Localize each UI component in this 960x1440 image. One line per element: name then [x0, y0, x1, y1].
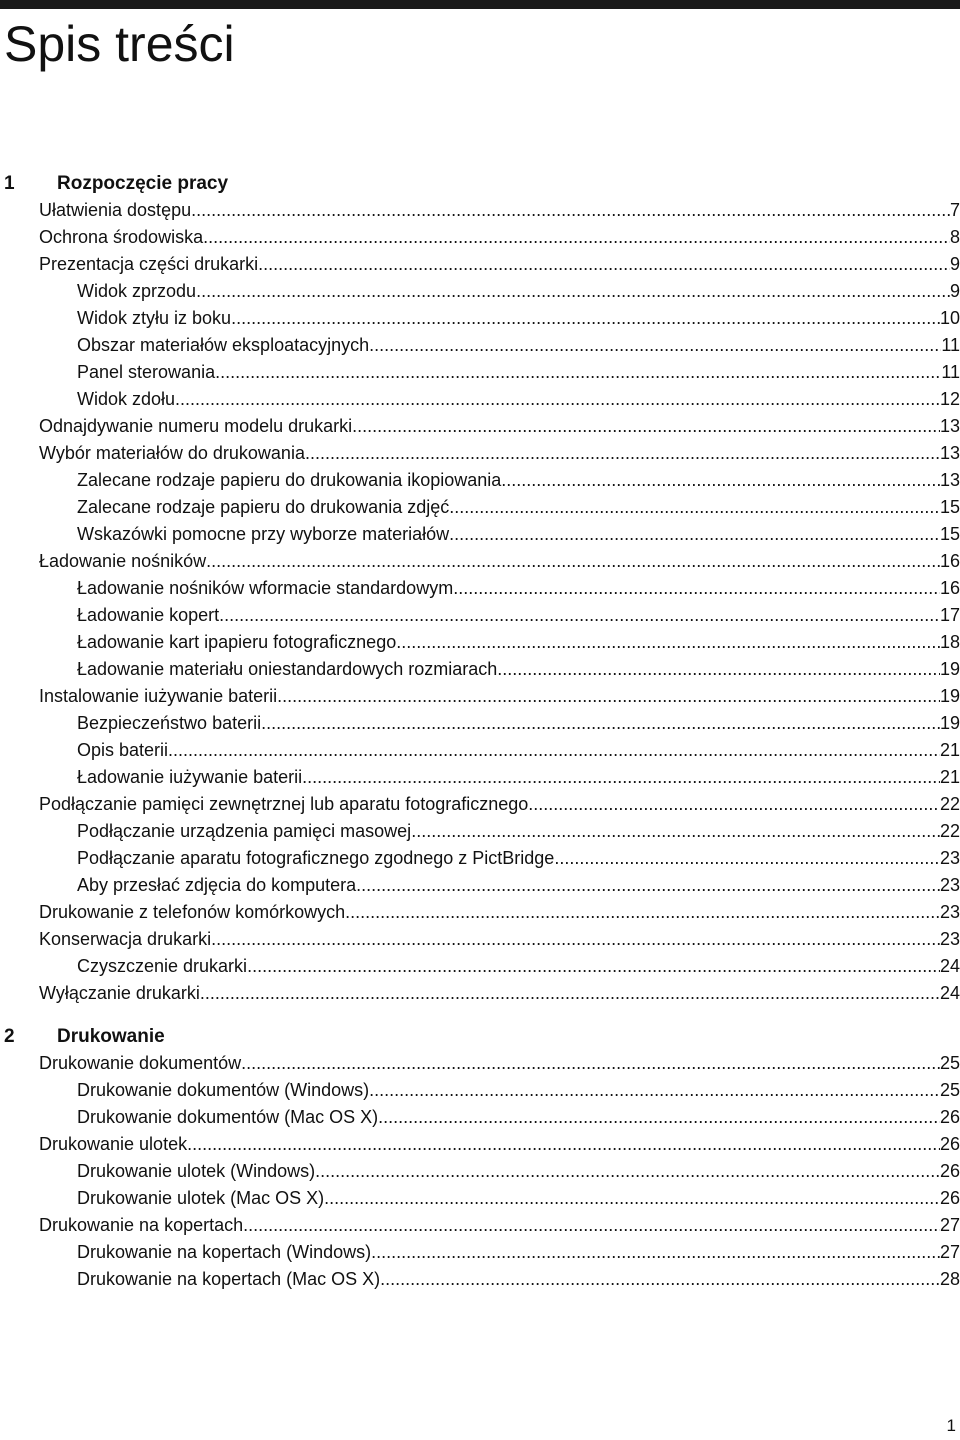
toc-entry-page: 13	[939, 443, 960, 463]
dot-leader	[231, 305, 940, 332]
dot-leader	[187, 1131, 940, 1158]
toc-entry-page: 17	[939, 605, 960, 625]
toc-entry-line	[77, 1185, 960, 1212]
toc-entry-label: Widok zprzodu	[77, 281, 197, 301]
dot-leader	[396, 629, 940, 656]
dot-leader	[261, 710, 940, 737]
toc-entry-line	[77, 521, 960, 548]
dot-leader	[206, 548, 940, 575]
toc-entry-page: 8	[949, 227, 960, 247]
toc-entry-line	[39, 251, 960, 278]
toc-subentry[interactable]	[0, 467, 960, 494]
dot-leader	[554, 845, 940, 872]
dot-leader	[411, 818, 940, 845]
toc-entry-label: Zalecane rodzaje papieru do drukowania ikopiowania	[77, 470, 502, 490]
toc-entry-label: Wybór materiałów do drukowania	[39, 443, 305, 463]
toc-entry-line	[39, 1050, 960, 1077]
toc-entry-page: 19	[939, 713, 960, 733]
toc-entry-page: 21	[939, 767, 960, 787]
table-of-contents	[0, 170, 960, 1293]
toc-entry[interactable]	[0, 926, 960, 953]
toc-subentry[interactable]	[0, 575, 960, 602]
toc-entry[interactable]	[0, 413, 960, 440]
toc-entry-line	[39, 899, 960, 926]
toc-entry-line	[39, 683, 960, 710]
toc-entry-label: Drukowanie ulotek	[39, 1134, 188, 1154]
toc-entry-label: Instalowanie iużywanie baterii	[39, 686, 278, 706]
toc-subentry[interactable]	[0, 1266, 960, 1293]
toc-entry[interactable]	[0, 197, 960, 224]
toc-entry-label: Panel sterowania	[77, 362, 216, 382]
toc-entry-label: Ładowanie kopert	[77, 605, 220, 625]
dot-leader	[501, 467, 940, 494]
dot-leader	[324, 1185, 940, 1212]
toc-entry-line	[77, 764, 960, 791]
toc-subentry[interactable]	[0, 818, 960, 845]
toc-entry-line	[77, 1158, 960, 1185]
toc-entry-line	[39, 224, 960, 251]
dot-leader	[196, 278, 950, 305]
toc-entry-label: Drukowanie ulotek (Windows)	[77, 1161, 316, 1181]
toc-subentry[interactable]	[0, 953, 960, 980]
page-number: 1	[946, 1416, 956, 1435]
toc-entry-label: Opis baterii	[77, 740, 169, 760]
dot-leader	[453, 575, 940, 602]
toc-entry-label: Ładowanie kart ipapieru fotograficznego	[77, 632, 397, 652]
toc-entry-page: 27	[939, 1215, 960, 1235]
toc-entry-page: 22	[939, 794, 960, 814]
dot-leader	[191, 197, 950, 224]
dot-leader	[378, 1104, 940, 1131]
toc-entry-line	[39, 791, 960, 818]
dot-leader	[175, 386, 940, 413]
toc-entry-label: Zalecane rodzaje papieru do drukowania zdjęć	[77, 497, 450, 517]
toc-entry-page: 13	[939, 416, 960, 436]
toc-entry[interactable]	[0, 1050, 960, 1077]
dot-leader	[241, 1050, 940, 1077]
toc-entry-label: Drukowanie na kopertach	[39, 1215, 244, 1235]
toc-entry-line	[39, 197, 960, 224]
toc-entry-page: 10	[939, 308, 960, 328]
dot-leader	[369, 332, 941, 359]
toc-entry-page: 15	[939, 524, 960, 544]
toc-entry-label: Drukowanie dokumentów (Mac OS X)	[77, 1107, 379, 1127]
toc-entry-page: 11	[941, 362, 960, 382]
toc-entry-page: 26	[939, 1188, 960, 1208]
toc-subentry[interactable]	[0, 710, 960, 737]
toc-entry-label: Drukowanie dokumentów (Windows)	[77, 1080, 370, 1100]
toc-entry-page: 23	[939, 902, 960, 922]
toc-entry-label: Ochrona środowiska	[39, 227, 204, 247]
toc-entry-line	[39, 440, 960, 467]
dot-leader	[302, 764, 940, 791]
toc-entry[interactable]	[0, 980, 960, 1007]
toc-entry-line	[39, 1212, 960, 1239]
dot-leader	[277, 683, 940, 710]
toc-entry-page: 9	[949, 254, 960, 274]
toc-entry-label: Wskazówki pomocne przy wyborze materiałów	[77, 524, 450, 544]
toc-entry-label: Wyłączanie drukarki	[39, 983, 200, 1003]
dot-leader	[243, 1212, 940, 1239]
toc-subentry[interactable]	[0, 764, 960, 791]
toc-entry-label: Ładowanie nośników	[39, 551, 207, 571]
toc-subentry[interactable]	[0, 656, 960, 683]
toc-entry[interactable]	[0, 899, 960, 926]
dot-leader	[356, 872, 940, 899]
toc-entry-line	[77, 575, 960, 602]
toc-subentry[interactable]	[0, 305, 960, 332]
toc-entry-page: 9	[949, 281, 960, 301]
dot-leader	[168, 737, 940, 764]
toc-entry-label: Podłączanie pamięci zewnętrznej lub aparatu fotograficznego	[39, 794, 529, 814]
toc-subentry[interactable]	[0, 332, 960, 359]
toc-subentry[interactable]	[0, 845, 960, 872]
toc-entry[interactable]	[0, 1212, 960, 1239]
dot-leader	[352, 413, 940, 440]
toc-entry-page: 11	[941, 335, 960, 355]
chapter-title: Drukowanie	[57, 1026, 165, 1047]
toc-entry-label: Ładowanie nośników wformacie standardowym	[77, 578, 454, 598]
toc-entry[interactable]	[0, 791, 960, 818]
toc-entry-line	[39, 980, 960, 1007]
dot-leader	[449, 521, 940, 548]
toc-entry-line	[77, 1239, 960, 1266]
toc-entry-line	[77, 953, 960, 980]
toc-entry-page: 23	[939, 875, 960, 895]
toc-entry-label: Widok zdołu	[77, 389, 176, 409]
toc-entry-label: Konserwacja drukarki	[39, 929, 212, 949]
toc-entry[interactable]	[0, 251, 960, 278]
dot-leader	[528, 791, 940, 818]
toc-entry-page: 16	[939, 578, 960, 598]
toc-entry-label: Bezpieczeństwo baterii	[77, 713, 262, 733]
toc-subentry[interactable]	[0, 1104, 960, 1131]
toc-entry-label: Ułatwienia dostępu	[39, 200, 192, 220]
dot-leader	[219, 602, 940, 629]
toc-entry-line	[77, 1077, 960, 1104]
toc-entry-label: Ładowanie iużywanie baterii	[77, 767, 303, 787]
toc-entry-line	[77, 845, 960, 872]
toc-entry-line	[39, 548, 960, 575]
top-rule	[0, 0, 960, 9]
dot-leader	[305, 440, 940, 467]
toc-entry-line	[77, 872, 960, 899]
toc-entry-line	[77, 1104, 960, 1131]
toc-entry-page: 24	[939, 983, 960, 1003]
toc-entry-line	[77, 359, 960, 386]
dot-leader	[258, 251, 950, 278]
toc-entry-label: Podłączanie aparatu fotograficznego zgodnego z PictBridge	[77, 848, 555, 868]
toc-entry-label: Drukowanie dokumentów	[39, 1053, 242, 1073]
dot-leader	[315, 1158, 940, 1185]
chapter-gap	[0, 1007, 960, 1023]
toc-entry-line	[77, 305, 960, 332]
toc-entry-page: 25	[939, 1080, 960, 1100]
toc-entry-line	[77, 494, 960, 521]
toc-entry-label: Ładowanie materiału oniestandardowych rozmiarach	[77, 659, 498, 679]
toc-entry-line	[77, 629, 960, 656]
toc-entry-page: 24	[939, 956, 960, 976]
toc-entry-label: Drukowanie na kopertach (Windows)	[77, 1242, 372, 1262]
toc-entry-page: 13	[939, 470, 960, 490]
toc-entry-line	[39, 1131, 960, 1158]
chapter-number: 2	[4, 1026, 15, 1047]
toc-entry-line	[77, 386, 960, 413]
toc-subentry[interactable]	[0, 359, 960, 386]
toc-entry-label: Widok ztyłu iz boku	[77, 308, 232, 328]
toc-entry-label: Podłączanie urządzenia pamięci masowej	[77, 821, 412, 841]
toc-subentry[interactable]	[0, 521, 960, 548]
toc-entry-label: Czyszczenie drukarki	[77, 956, 248, 976]
toc-subentry[interactable]	[0, 1158, 960, 1185]
toc-entry-page: 26	[939, 1134, 960, 1154]
toc-entry-line	[77, 278, 960, 305]
toc-subentry[interactable]	[0, 602, 960, 629]
toc-entry-label: Drukowanie z telefonów komórkowych	[39, 902, 346, 922]
toc-entry-label: Aby przesłać zdjęcia do komputera	[77, 875, 357, 895]
chapter-heading[interactable]	[0, 1023, 960, 1050]
toc-entry[interactable]	[0, 548, 960, 575]
toc-entry-line	[77, 1266, 960, 1293]
dot-leader	[200, 980, 940, 1007]
toc-entry-label: Drukowanie na kopertach (Mac OS X)	[77, 1269, 381, 1289]
toc-entry-line	[77, 332, 960, 359]
toc-subentry[interactable]	[0, 278, 960, 305]
toc-entry-line	[39, 413, 960, 440]
toc-entry-page: 23	[939, 848, 960, 868]
toc-entry-line	[77, 602, 960, 629]
toc-entry-label: Odnajdywanie numeru modelu drukarki	[39, 416, 353, 436]
dot-leader	[247, 953, 940, 980]
dot-leader	[203, 224, 950, 251]
toc-entry-page: 26	[939, 1161, 960, 1181]
toc-entry-page: 12	[939, 389, 960, 409]
chapter-title: Rozpoczęcie pracy	[57, 173, 229, 194]
toc-entry-line	[39, 926, 960, 953]
toc-entry[interactable]	[0, 1131, 960, 1158]
dot-leader	[449, 494, 940, 521]
toc-entry-page: 19	[939, 659, 960, 679]
toc-entry-line	[77, 710, 960, 737]
toc-entry-line	[77, 818, 960, 845]
dot-leader	[380, 1266, 940, 1293]
toc-entry-page: 22	[939, 821, 960, 841]
toc-entry-label: Drukowanie ulotek (Mac OS X)	[77, 1188, 325, 1208]
toc-subentry[interactable]	[0, 1077, 960, 1104]
toc-entry-label: Prezentacja części drukarki	[39, 254, 259, 274]
dot-leader	[345, 899, 940, 926]
toc-entry-page: 28	[939, 1269, 960, 1289]
toc-entry[interactable]	[0, 440, 960, 467]
toc-subentry[interactable]	[0, 629, 960, 656]
toc-subentry[interactable]	[0, 1239, 960, 1266]
toc-entry-page: 25	[939, 1053, 960, 1073]
toc-entry-label: Obszar materiałów eksploatacyjnych	[77, 335, 370, 355]
toc-subentry[interactable]	[0, 1185, 960, 1212]
dot-leader	[215, 359, 941, 386]
toc-entry-line	[77, 737, 960, 764]
toc-entry-page: 7	[949, 200, 960, 220]
toc-entry-page: 16	[939, 551, 960, 571]
page-title: Spis treści	[4, 16, 235, 72]
toc-entry-page: 18	[939, 632, 960, 652]
toc-entry-page: 15	[939, 497, 960, 517]
dot-leader	[369, 1077, 940, 1104]
toc-subentry[interactable]	[0, 494, 960, 521]
toc-entry-page: 26	[939, 1107, 960, 1127]
toc-entry-line	[77, 467, 960, 494]
dot-leader	[497, 656, 940, 683]
toc-entry-page: 21	[939, 740, 960, 760]
dot-leader	[371, 1239, 940, 1266]
toc-entry-page: 27	[939, 1242, 960, 1262]
chapter-heading[interactable]	[0, 170, 960, 197]
toc-subentry[interactable]	[0, 386, 960, 413]
toc-entry-page: 23	[939, 929, 960, 949]
toc-subentry[interactable]	[0, 737, 960, 764]
toc-entry[interactable]	[0, 683, 960, 710]
toc-subentry[interactable]	[0, 872, 960, 899]
toc-entry-page: 19	[939, 686, 960, 706]
toc-entry-line	[77, 656, 960, 683]
toc-entry[interactable]	[0, 224, 960, 251]
chapter-number: 1	[4, 173, 15, 194]
dot-leader	[211, 926, 940, 953]
